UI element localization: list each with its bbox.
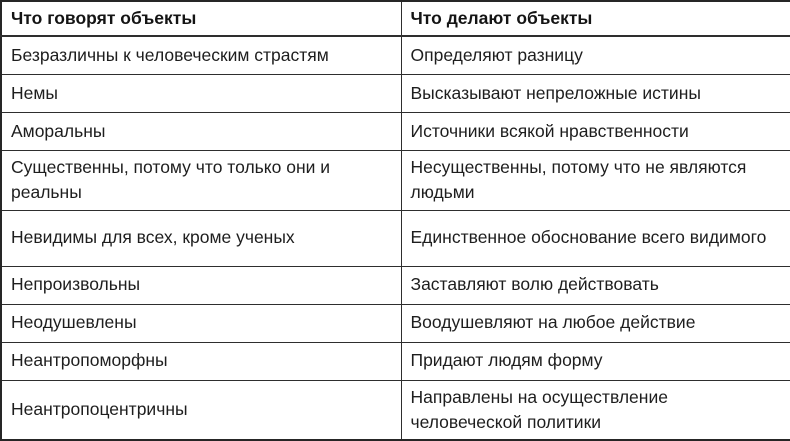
table-row	[1, 304, 790, 342]
table-cell: Придают людям форму	[401, 342, 790, 380]
table-row	[1, 112, 790, 150]
table-row	[1, 150, 790, 210]
table-row	[1, 342, 790, 380]
table-cell: Непроизвольны	[1, 266, 401, 304]
header-row	[1, 1, 790, 36]
table-cell: Несущественны, потому что не являются людьми	[401, 150, 790, 210]
table-body	[1, 36, 790, 440]
table-cell: Неодушевлены	[1, 304, 401, 342]
table-cell: Неантропоцентричны	[1, 380, 401, 440]
table-cell: Направлены на осуществление человеческой политики	[401, 380, 790, 440]
table-cell: Воодушевляют на любое действие	[401, 304, 790, 342]
table-row	[1, 380, 790, 440]
table-header	[1, 1, 790, 36]
table-row	[1, 266, 790, 304]
table-cell: Существенны, потому что только они и реальны	[1, 150, 401, 210]
table-cell: Аморальны	[1, 112, 401, 150]
table-cell: Заставляют волю действовать	[401, 266, 790, 304]
table-cell: Высказывают непреложные истины	[401, 74, 790, 112]
table-cell: Невидимы для всех, кроме ученых	[1, 210, 401, 266]
column-header-what-objects-do: Что делают объекты	[401, 1, 790, 36]
table-cell: Немы	[1, 74, 401, 112]
column-header-what-objects-say: Что говорят объекты	[1, 1, 401, 36]
table-cell: Безразличны к человеческим страстям	[1, 36, 401, 74]
table-cell: Единственное обоснование всего видимого	[401, 210, 790, 266]
table-row	[1, 36, 790, 74]
table-cell: Источники всякой нравственности	[401, 112, 790, 150]
table-cell: Неантропоморфны	[1, 342, 401, 380]
table-row	[1, 210, 790, 266]
table-row	[1, 74, 790, 112]
table-cell: Определяют разницу	[401, 36, 790, 74]
